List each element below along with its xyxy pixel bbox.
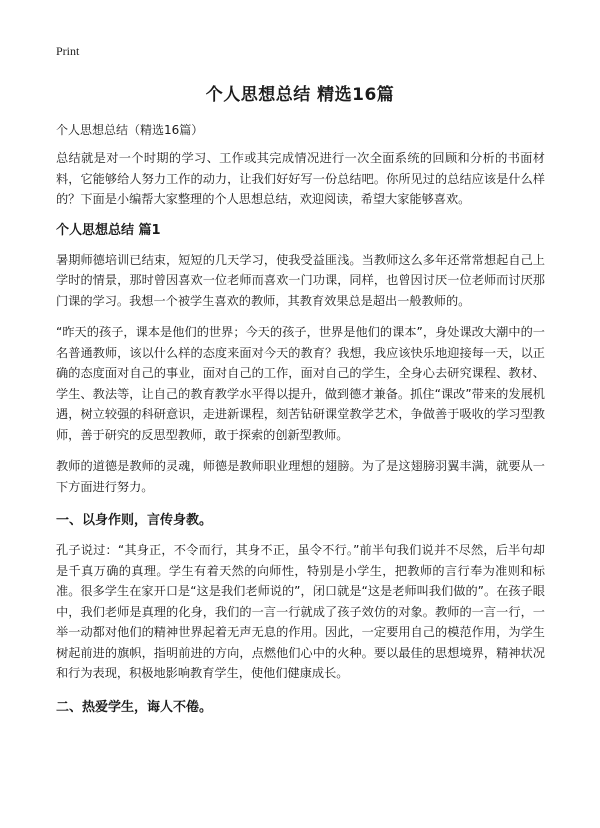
subsection-heading-1: 一、以身作则，言传身教。	[56, 513, 213, 528]
intro-paragraph: 总结就是对一个时期的学习、工作或其完成情况进行一次全面系统的回顾和分析的书面材料，它能够给人努力工作的动力，让我们好好写一份总结吧。你所见过的总结应该是什么样的？下面是小编帮大家整理的个人思想总结，欢迎阅读，希望大家能够喜欢。	[56, 151, 545, 206]
print-link[interactable]: Print	[56, 44, 80, 58]
section-1-paragraph-2: “昨天的孩子，课本是他们的世界；今天的孩子，世界是他们的课本”，身处课改大潮中的一名普通教师，该以什么样的态度来面对今天的教育？我想，我应该快乐地迎接每一天，以正确的态度面对自己的事业，面对自己的工作，面对自己的学生，全身心去研究课程、教材、学生、教法等，让自己的教育教学水平得以提升，做到德才兼备。抓住“课改”带来的发展机遇，树立较强的科研意识，走进新课程，刻苦钻研课堂教学艺术，争做善于吸收的学习型教师，善于研究的反思型教师，敢于探索的创新型教师。	[56, 325, 545, 442]
document-body	[56, 121, 545, 727]
document-title: 个人思想总结 精选16篇	[205, 85, 395, 105]
section-1-heading: 个人思想总结 篇1	[56, 222, 161, 238]
section-1-paragraph-1: 暑期师德培训已结束，短短的几天学习，使我受益匪浅。当教师这么多年还常常想起自己上学时的情景，那时曾因喜欢一位老师而喜欢一门功课，同样，也曾因讨厌一位老师而讨厌那门课的学习。我想一个被学生喜欢的教师，其教育效果总是超出一般教师的。	[56, 252, 545, 308]
subsection-heading-2: 二、热爱学生，诲人不倦。	[56, 699, 213, 715]
section-1-paragraph-3: 教师的道德是教师的灵魂，师德是教师职业理想的翅膀。为了是这翅膀羽翼丰满，就要从一下方面进行努力。	[56, 459, 545, 494]
document-subtitle: 个人思想总结（精选16篇）	[56, 123, 204, 137]
subsection-1-paragraph: 孔子说过：“其身正，不令而行，其身不正，虽令不行。”前半句我们说并不尽然，后半句却是千真万确的真理。学生有着天然的向师性，特别是小学生，把教师的言行奉为准则和标准。很多学生在家开口是“这是我们老师说的”，闭口就是“这是老师叫我们做的”。在孩子眼中，我们老师是真理的化身，我们的一言一行就成了孩子效仿的对象。教师的一言一行，一举一动都对他们的精神世界起着无声无息的作用。因此，一定要用自己的模范作用，为学生树起前进的旗帜，指明前进的方向，点燃他们心中的火种。要以最佳的思想境界，精神状况和行为表现，积极地影响教育学生，使他们健康成长。	[56, 543, 545, 680]
